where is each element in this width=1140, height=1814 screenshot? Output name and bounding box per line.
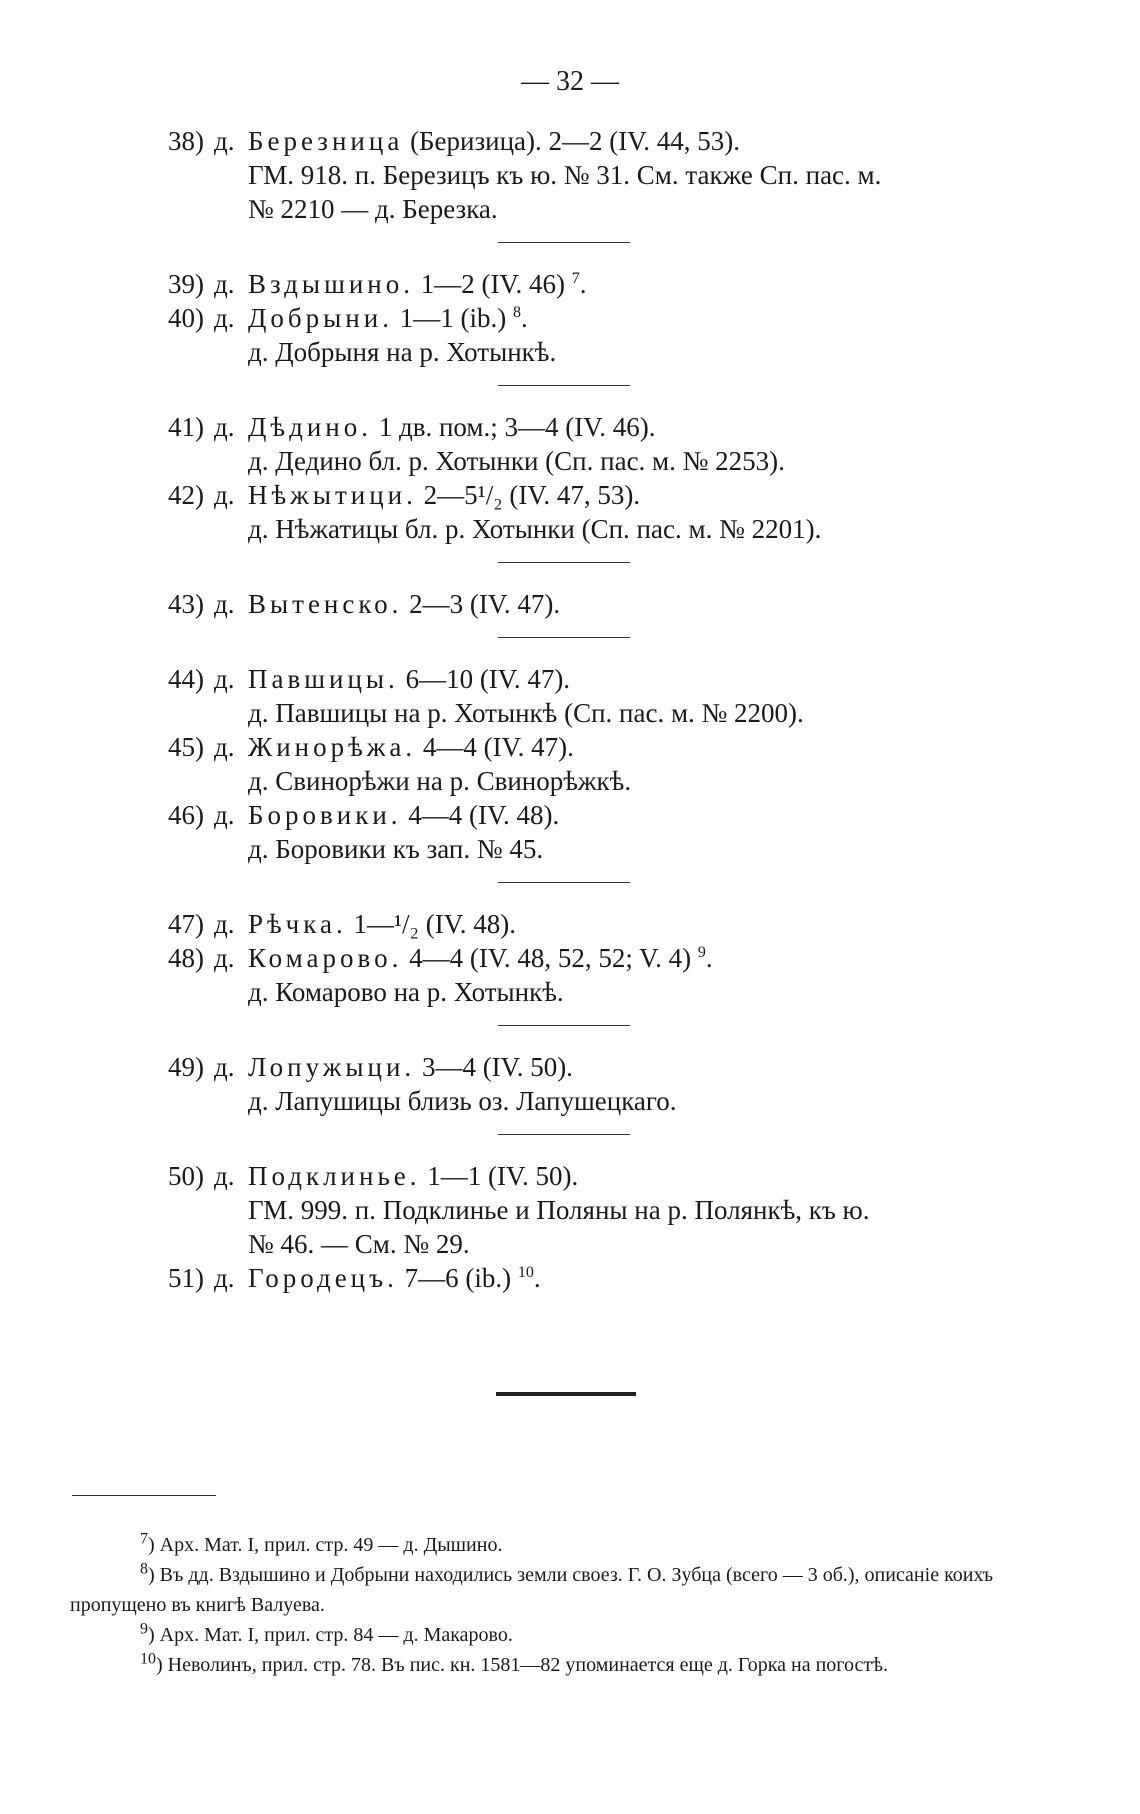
list-item: [140, 907, 1070, 941]
entry-name: Дѣдино.: [248, 412, 372, 442]
entry-name: Вздышино.: [248, 269, 415, 299]
separator-rule: [498, 637, 630, 638]
entry-prefix: д.: [214, 800, 235, 830]
entry-prefix: д.: [214, 589, 235, 619]
entry-prefix: д.: [214, 909, 235, 939]
entry-prefix: д.: [214, 303, 235, 333]
entry-details: 1—1 (IV. 50).: [420, 1161, 579, 1191]
entry-name: Подклинье.: [248, 1161, 421, 1191]
entry-number: 38): [168, 126, 204, 156]
footnote-ref: 7: [571, 270, 580, 287]
entry-prefix: д.: [214, 412, 235, 442]
entry-prefix: д.: [214, 1052, 235, 1082]
entry-details: 3—4 (IV. 50).: [415, 1052, 573, 1082]
entry-prefix: д.: [214, 1263, 235, 1293]
entry-number: 49): [168, 1052, 204, 1082]
footnote: $^{10}$) Неволинъ, прил. стр. 78. Въ пис. кн. 1581—82 упоминается еще д. Горка на погостѣ.: [140, 1650, 888, 1676]
list-item: [140, 1050, 1070, 1118]
entry-number: 42): [168, 480, 204, 510]
footnote-text: Неволинъ, прил. стр. 78. Въ пис. кн. 1581—82 упоминается еще д. Горка на погостѣ.: [167, 1654, 888, 1676]
entry-details-end: .: [520, 303, 528, 333]
section-end-rule: [496, 1392, 636, 1396]
footnote-ref: 8: [512, 304, 521, 321]
entry-details: 2—5¹/₂ (IV. 47, 53).: [416, 480, 641, 510]
entry-details: (Беризица). 2—2 (IV. 44, 53).: [403, 126, 741, 156]
entry-sub-line: № 46. — См. № 29.: [248, 1229, 470, 1259]
footnote: $^8$) Въ дд. Вздышино и Добрыни находились земли своез. Г. О. Зубца (всего — 3 об.), описаніе коихъ пропущено въ книгѣ Валуева.: [70, 1560, 994, 1616]
entry-prefix: д.: [214, 943, 235, 973]
list-item: [140, 798, 1070, 866]
entry-sub-line: д. Нѣжатицы бл. р. Хотынки (Сп. пас. м. № 2201).: [248, 514, 822, 544]
entry-prefix: д.: [214, 269, 235, 299]
entry-sub-line: д. Дедино бл. р. Хотынки (Сп. пас. м. № 2253).: [248, 446, 785, 476]
entry-sub-line: ГМ. 999. п. Подклинье и Поляны на р. Полянкѣ, къ ю.: [248, 1195, 870, 1225]
entry-details: 4—4 (IV. 48).: [401, 800, 560, 830]
entry-name: Нѣжытици.: [248, 480, 417, 510]
entry-details: 1—1 (ib.): [392, 303, 507, 333]
separator-rule: [498, 242, 630, 243]
entry-number: 47): [168, 909, 204, 939]
entry-number: 39): [168, 269, 204, 299]
entry-number: 48): [168, 943, 204, 973]
entry-prefix: д.: [214, 1161, 235, 1191]
footnotes: [70, 1530, 1060, 1680]
entry-list: [140, 124, 1070, 1295]
separator-rule: [498, 882, 630, 883]
entry-details: 2—3 (IV. 47).: [402, 589, 561, 619]
entry-number: 50): [168, 1161, 204, 1191]
footnote-mark: 8: [140, 1560, 148, 1578]
footnote-text: Арх. Мат. I, прил. стр. 49 — д. Дышино.: [159, 1534, 503, 1556]
entry-name: Жинорѣжа.: [248, 732, 417, 762]
separator-rule: [498, 1025, 630, 1026]
entry-number: 40): [168, 303, 204, 333]
entry-name: Добрыни.: [248, 303, 393, 333]
entry-sub-line: № 2210 — д. Березка.: [248, 194, 498, 224]
footnote-ref: 10: [517, 1264, 534, 1281]
footnote-mark: 10: [140, 1650, 156, 1668]
entry-name: Павшицы.: [248, 664, 399, 694]
entry-details: 1—2 (IV. 46): [414, 269, 566, 299]
entry-prefix: д.: [214, 664, 235, 694]
entry-prefix: д.: [214, 126, 235, 156]
entry-number: 45): [168, 732, 204, 762]
footnote-ref: 9: [697, 944, 706, 961]
entry-name: Рѣчка.: [248, 909, 347, 939]
entry-sub-line: ГМ. 918. п. Березицъ къ ю. № 31. См. также Сп. пас. м.: [248, 160, 882, 190]
entry-details: 1 дв. пом.; 3—4 (IV. 46).: [371, 412, 656, 442]
page-number: — 32 —: [521, 66, 619, 97]
entry-number: 51): [168, 1263, 204, 1293]
entry-sub-line: д. Свинорѣжи на р. Свинорѣжкѣ.: [248, 766, 632, 796]
entry-details-end: .: [533, 1263, 541, 1293]
entry-name: Комарово.: [248, 943, 403, 973]
entry-name: Вытенско.: [248, 589, 403, 619]
footnote-text: Арх. Мат. I, прил. стр. 84 — д. Макарово.: [159, 1624, 513, 1646]
list-item: [140, 478, 1070, 546]
separator-rule: [498, 562, 630, 563]
entry-name: Лопужыци.: [248, 1052, 416, 1082]
list-item: [140, 1159, 1070, 1261]
footnote: $^7$) Арх. Мат. I, прил. стр. 49 — д. Дышино.: [140, 1530, 503, 1556]
entry-name: Городецъ.: [248, 1263, 398, 1293]
list-item: [140, 730, 1070, 798]
entry-sub-line: д. Павшицы на р. Хотынкѣ (Сп. пас. м. № 2200).: [248, 698, 804, 728]
entry-sub-line: д. Добрыня на р. Хотынкѣ.: [248, 337, 557, 367]
separator-rule: [498, 385, 630, 386]
list-item: [140, 124, 1070, 226]
entry-details: 1—¹/₂ (IV. 48).: [346, 909, 516, 939]
entry-prefix: д.: [214, 732, 235, 762]
footnote-mark: 7: [140, 1530, 148, 1548]
list-item: [140, 587, 1070, 621]
entry-number: 44): [168, 664, 204, 694]
entry-number: 41): [168, 412, 204, 442]
footnote-text: Въ дд. Вздышино и Добрыни находились земли своез. Г. О. Зубца (всего — 3 об.), описаніе коихъ пропущено въ книгѣ Валуева.: [70, 1564, 994, 1616]
entry-sub-line: д. Комарово на р. Хотынкѣ.: [248, 977, 564, 1007]
footnote: $^9$) Арх. Мат. I, прил. стр. 84 — д. Макарово.: [140, 1620, 513, 1646]
entry-details: 4—4 (IV. 47).: [416, 732, 574, 762]
list-item: [140, 301, 1070, 369]
list-item: [140, 410, 1070, 478]
list-item: [140, 662, 1070, 730]
entry-number: 46): [168, 800, 204, 830]
entry-prefix: д.: [214, 480, 235, 510]
entry-details-end: .: [705, 943, 713, 973]
separator-rule: [498, 1134, 630, 1135]
entry-details-end: .: [579, 269, 587, 299]
entry-details: 7—6 (ib.): [397, 1263, 512, 1293]
list-item: [140, 1261, 1070, 1295]
entry-number: 43): [168, 589, 204, 619]
list-item: [140, 267, 1070, 301]
entry-sub-line: д. Лапушицы близь оз. Лапушецкаго.: [248, 1086, 677, 1116]
footnote-rule: [72, 1495, 216, 1496]
entry-details: 4—4 (IV. 48, 52, 52; V. 4): [402, 943, 692, 973]
entry-name: Боровики.: [248, 800, 402, 830]
footnote-mark: 9: [140, 1620, 148, 1638]
list-item: [140, 941, 1070, 1009]
entry-details: 6—10 (IV. 47).: [398, 664, 571, 694]
entry-name: Березница: [248, 126, 404, 156]
entry-sub-line: д. Боровики къ зап. № 45.: [248, 834, 544, 864]
